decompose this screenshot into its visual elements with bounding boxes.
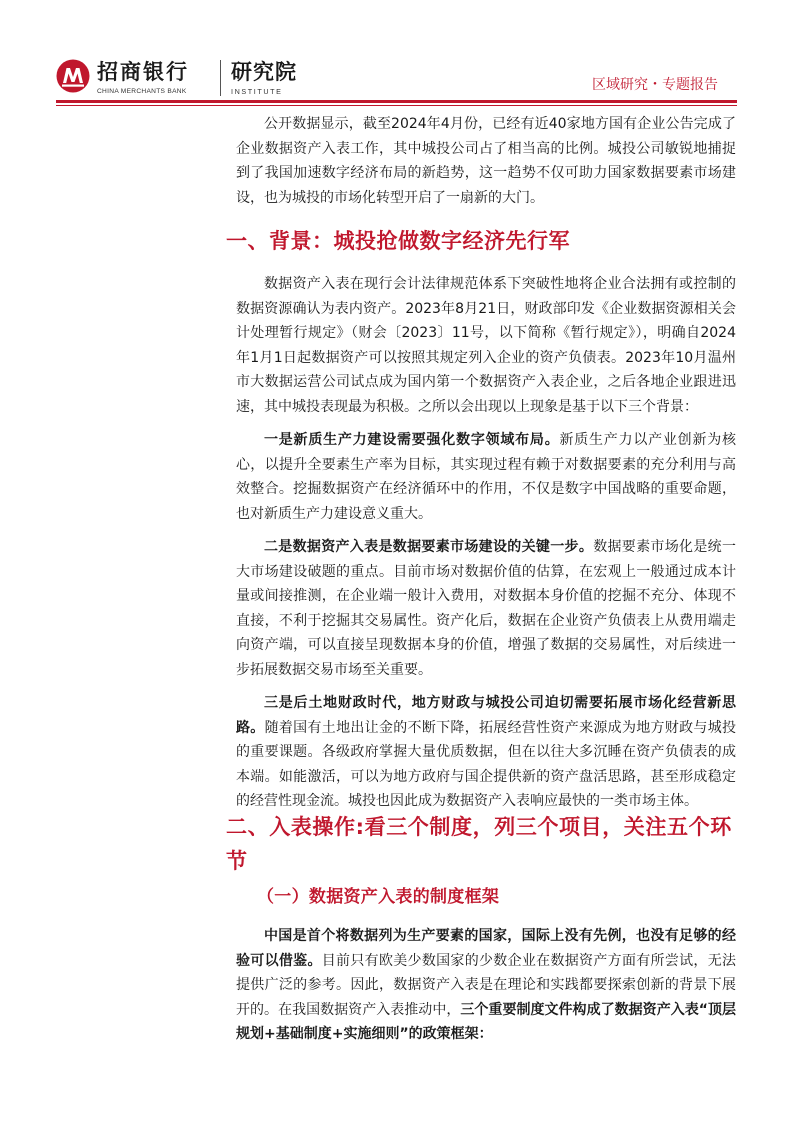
point1-body: 新质生产力以产业创新为核心，以提升全要素生产率为目标，其实现过程有赖于对数据要素的充分利用与高效整合。挖掘数据资产在经济循环中的作用，不仅是数字中国战略的重要命题，也对新质生产力建设意义重大。 [236, 432, 736, 522]
point3-lead: 三是后土地财政时代，地方财政与城投公司迫切需要拓展市场化经营新思路。 [236, 695, 736, 736]
section2-title: 二、入表操作:看三个制度，列三个项目，关注五个环节 [226, 815, 732, 873]
point1-paragraph [236, 428, 736, 526]
institute-name-english: INSTITUTE [231, 87, 283, 96]
brand-name: 招商银行 [97, 60, 189, 84]
intro-paragraph: 公开数据显示，截至2024年4月份，已经有近40家地方国有企业公告完成了企业数据资产入表工作，其中城投公司占了相当高的比例。城投公司敏锐地捕捉到了我国加速数字经济布局的新趋势，这一趋势不仅可助力国家数据要素市场建设，也为城投的市场化转型开启了一扇新的大门。 [236, 116, 736, 206]
header-rule [56, 100, 737, 103]
point1-lead: 一是新质生产力建设需要强化数字领域布局。 [264, 432, 560, 448]
brand-name-english: CHINA MERCHANTS BANK [97, 88, 187, 95]
logo-divider [220, 60, 221, 96]
point2-lead: 二是数据资产入表是数据要素市场建设的关键一步。 [264, 539, 594, 555]
header-rule-thin [56, 105, 737, 106]
section1-title: 一、背景：城投抢做数字经济先行军 [226, 229, 570, 253]
framework-body: 目前只有欧美少数国家的少数企业在数据资产方面有所尝试，无法提供广泛的参考。因此，数据资产入表是在理论和实践都要探索创新的背景下展开的。在我国数据资产入表推动中， [236, 952, 736, 1018]
framework-emphasis: 三个重要制度文件构成了数据资产入表“顶层规划+基础制度+实施细则”的政策框架： [236, 1001, 737, 1042]
report-type-label: 区域研究・专题报告 [592, 77, 718, 93]
section2-content [236, 924, 736, 1047]
point2-paragraph [236, 535, 736, 682]
page-header [0, 0, 793, 112]
section1-paragraph: 数据资产入表在现行会计法律规范体系下突破性地将企业合法拥有或控制的数据资源确认为表内资产。2023年8月21日，财政部印发《企业数据资源相关会计处理暂行规定》（财会〔2023〕11号，以下简称《暂行规定》），明确自2024年1月1日起数据资产可以按照其规定列入企业的资产负债表。2023年10月温州市大数据运营公司试点成为国内第一个数据资产入表企业，之后各地企业跟进迅速，其中城投表现最为积极。之所以会出现以上现象是基于以下三个背景： [236, 276, 736, 415]
institute-name: 研究院 [231, 60, 297, 84]
cmb-logo-icon [56, 59, 90, 93]
point3-paragraph [236, 691, 736, 814]
point2-body: 数据要素市场化是统一大市场建设破题的重点。目前市场对数据价值的估算，在宏观上一般通过成本计量或间接推测，在企业端一般计入费用，对数据本身价值的挖掘不充分、体现不直接，不利于挖掘其交易属性。资产化后，数据在企业资产负债表上从费用端走向资产端，可以直接呈现数据本身的价值，增强了数据的交易属性，对后续进一步拓展数据交易市场至关重要。 [236, 539, 736, 678]
subsection1-title: （一）数据资产入表的制度框架 [257, 887, 500, 907]
framework-lead: 中国是首个将数据列为生产要素的国家，国际上没有先例，也没有足够的经验可以借鉴。 [236, 928, 736, 969]
point3-body: 随着国有土地出让金的不断下降，拓展经营性资产来源成为地方财政与城投的重要课题。各级政府掌握大量优质数据，但在以往大多沉睡在资产负债表的成本端。如能激活，可以为地方政府与国企提供新的资产盘活思路，甚至形成稳定的经营性现金流。城投也因此成为数据资产入表响应最快的一类市场主体。 [236, 719, 737, 809]
main-content [226, 112, 737, 814]
framework-paragraph [236, 924, 736, 1047]
